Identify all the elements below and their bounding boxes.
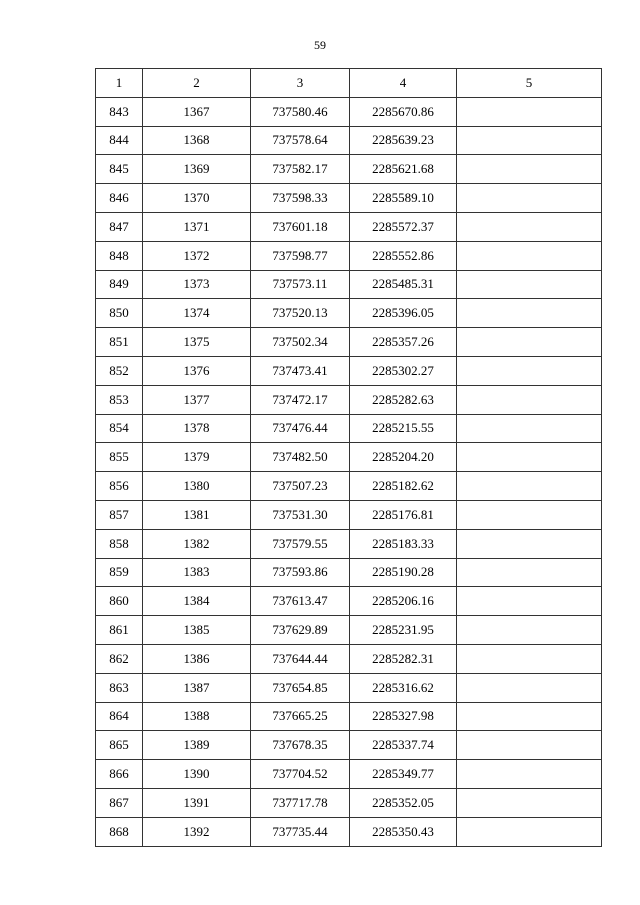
table-cell-col-5 bbox=[457, 328, 602, 357]
table-cell-col-2: 1382 bbox=[143, 529, 251, 558]
table-cell-col-1: 855 bbox=[96, 443, 143, 472]
table-cell-col-2: 1378 bbox=[143, 414, 251, 443]
table-cell-col-2: 1373 bbox=[143, 270, 251, 299]
table-cell-col-2: 1374 bbox=[143, 299, 251, 328]
table-cell-col-3: 737601.18 bbox=[251, 212, 350, 241]
table-cell-col-5 bbox=[457, 414, 602, 443]
table-cell-col-3: 737678.35 bbox=[251, 731, 350, 760]
table-cell-col-3: 737704.52 bbox=[251, 760, 350, 789]
table-cell-col-4: 2285231.95 bbox=[350, 616, 457, 645]
table-cell-col-2: 1383 bbox=[143, 558, 251, 587]
table-cell-col-5 bbox=[457, 270, 602, 299]
table-cell-col-5 bbox=[457, 760, 602, 789]
table-cell-col-5 bbox=[457, 97, 602, 126]
table-cell-col-3: 737654.85 bbox=[251, 673, 350, 702]
table-cell-col-4: 2285204.20 bbox=[350, 443, 457, 472]
column-header-2: 2 bbox=[143, 69, 251, 98]
table-cell-col-5 bbox=[457, 673, 602, 702]
table-row bbox=[96, 97, 602, 126]
table-row bbox=[96, 443, 602, 472]
table-cell-col-1: 853 bbox=[96, 385, 143, 414]
table-row bbox=[96, 126, 602, 155]
table-cell-col-5 bbox=[457, 126, 602, 155]
table-cell-col-1: 852 bbox=[96, 356, 143, 385]
table-row bbox=[96, 155, 602, 184]
table-cell-col-4: 2285357.26 bbox=[350, 328, 457, 357]
table-cell-col-3: 737476.44 bbox=[251, 414, 350, 443]
table-cell-col-2: 1381 bbox=[143, 500, 251, 529]
table-cell-col-3: 737520.13 bbox=[251, 299, 350, 328]
table-cell-col-1: 851 bbox=[96, 328, 143, 357]
table-cell-col-1: 857 bbox=[96, 500, 143, 529]
table-cell-col-2: 1368 bbox=[143, 126, 251, 155]
table-cell-col-2: 1385 bbox=[143, 616, 251, 645]
table-cell-col-2: 1386 bbox=[143, 644, 251, 673]
table-header-row bbox=[96, 69, 602, 98]
table-cell-col-2: 1380 bbox=[143, 472, 251, 501]
table-cell-col-2: 1392 bbox=[143, 817, 251, 846]
table-cell-col-4: 2285589.10 bbox=[350, 184, 457, 213]
table-cell-col-3: 737644.44 bbox=[251, 644, 350, 673]
table-row bbox=[96, 472, 602, 501]
table-row bbox=[96, 270, 602, 299]
column-header-4: 4 bbox=[350, 69, 457, 98]
column-header-5: 5 bbox=[457, 69, 602, 98]
table-row bbox=[96, 644, 602, 673]
table-cell-col-4: 2285639.23 bbox=[350, 126, 457, 155]
table-cell-col-2: 1387 bbox=[143, 673, 251, 702]
table-cell-col-5 bbox=[457, 356, 602, 385]
table-cell-col-4: 2285190.28 bbox=[350, 558, 457, 587]
table-cell-col-4: 2285621.68 bbox=[350, 155, 457, 184]
table-cell-col-5 bbox=[457, 385, 602, 414]
table-cell-col-2: 1389 bbox=[143, 731, 251, 760]
table-cell-col-1: 843 bbox=[96, 97, 143, 126]
page-number: 59 bbox=[314, 38, 326, 52]
table-cell-col-5 bbox=[457, 616, 602, 645]
table-cell-col-3: 737507.23 bbox=[251, 472, 350, 501]
table-cell-col-5 bbox=[457, 155, 602, 184]
table-cell-col-1: 854 bbox=[96, 414, 143, 443]
table-row bbox=[96, 385, 602, 414]
table-cell-col-5 bbox=[457, 184, 602, 213]
column-header-1: 1 bbox=[96, 69, 143, 98]
table-cell-col-1: 850 bbox=[96, 299, 143, 328]
table-row bbox=[96, 731, 602, 760]
table-cell-col-4: 2285552.86 bbox=[350, 241, 457, 270]
table-row bbox=[96, 702, 602, 731]
table-row bbox=[96, 760, 602, 789]
table-cell-col-2: 1377 bbox=[143, 385, 251, 414]
table-cell-col-3: 737613.47 bbox=[251, 587, 350, 616]
table-cell-col-4: 2285485.31 bbox=[350, 270, 457, 299]
table-cell-col-3: 737735.44 bbox=[251, 817, 350, 846]
table-cell-col-5 bbox=[457, 443, 602, 472]
table-row bbox=[96, 356, 602, 385]
table-cell-col-2: 1388 bbox=[143, 702, 251, 731]
table-cell-col-2: 1369 bbox=[143, 155, 251, 184]
table-cell-col-4: 2285327.98 bbox=[350, 702, 457, 731]
table-cell-col-1: 863 bbox=[96, 673, 143, 702]
table-cell-col-1: 867 bbox=[96, 788, 143, 817]
table-row bbox=[96, 241, 602, 270]
table-cell-col-3: 737598.77 bbox=[251, 241, 350, 270]
table-cell-col-3: 737578.64 bbox=[251, 126, 350, 155]
table-cell-col-4: 2285350.43 bbox=[350, 817, 457, 846]
table-cell-col-1: 844 bbox=[96, 126, 143, 155]
table-cell-col-4: 2285176.81 bbox=[350, 500, 457, 529]
table-row bbox=[96, 299, 602, 328]
table-cell-col-5 bbox=[457, 817, 602, 846]
table-row bbox=[96, 212, 602, 241]
table-cell-col-5 bbox=[457, 529, 602, 558]
table-cell-col-1: 856 bbox=[96, 472, 143, 501]
table-cell-col-5 bbox=[457, 702, 602, 731]
table-row bbox=[96, 500, 602, 529]
table-cell-col-2: 1367 bbox=[143, 97, 251, 126]
table-cell-col-5 bbox=[457, 788, 602, 817]
table-cell-col-2: 1391 bbox=[143, 788, 251, 817]
table-cell-col-1: 847 bbox=[96, 212, 143, 241]
table-cell-col-3: 737717.78 bbox=[251, 788, 350, 817]
table-cell-col-1: 858 bbox=[96, 529, 143, 558]
table-cell-col-3: 737482.50 bbox=[251, 443, 350, 472]
table-cell-col-3: 737593.86 bbox=[251, 558, 350, 587]
table-cell-col-4: 2285206.16 bbox=[350, 587, 457, 616]
table-row bbox=[96, 529, 602, 558]
table-cell-col-2: 1370 bbox=[143, 184, 251, 213]
table-cell-col-5 bbox=[457, 212, 602, 241]
table-cell-col-4: 2285183.33 bbox=[350, 529, 457, 558]
table-cell-col-1: 861 bbox=[96, 616, 143, 645]
table-cell-col-1: 846 bbox=[96, 184, 143, 213]
table-row bbox=[96, 673, 602, 702]
table-cell-col-1: 845 bbox=[96, 155, 143, 184]
table-cell-col-1: 868 bbox=[96, 817, 143, 846]
table-cell-col-1: 862 bbox=[96, 644, 143, 673]
table-cell-col-4: 2285282.31 bbox=[350, 644, 457, 673]
table-cell-col-1: 865 bbox=[96, 731, 143, 760]
table-row bbox=[96, 414, 602, 443]
table-cell-col-1: 859 bbox=[96, 558, 143, 587]
table-cell-col-1: 860 bbox=[96, 587, 143, 616]
table-row bbox=[96, 788, 602, 817]
column-header-3: 3 bbox=[251, 69, 350, 98]
table-row bbox=[96, 558, 602, 587]
table-cell-col-2: 1384 bbox=[143, 587, 251, 616]
table-cell-col-3: 737579.55 bbox=[251, 529, 350, 558]
table-cell-col-3: 737665.25 bbox=[251, 702, 350, 731]
table-cell-col-5 bbox=[457, 241, 602, 270]
table-cell-col-3: 737629.89 bbox=[251, 616, 350, 645]
table-cell-col-4: 2285215.55 bbox=[350, 414, 457, 443]
table-cell-col-3: 737598.33 bbox=[251, 184, 350, 213]
table-row bbox=[96, 587, 602, 616]
table-cell-col-2: 1371 bbox=[143, 212, 251, 241]
table-cell-col-5 bbox=[457, 472, 602, 501]
table-cell-col-3: 737472.17 bbox=[251, 385, 350, 414]
table-cell-col-5 bbox=[457, 299, 602, 328]
table-cell-col-4: 2285182.62 bbox=[350, 472, 457, 501]
table-cell-col-4: 2285337.74 bbox=[350, 731, 457, 760]
table-cell-col-2: 1379 bbox=[143, 443, 251, 472]
table-cell-col-2: 1376 bbox=[143, 356, 251, 385]
table-cell-col-1: 848 bbox=[96, 241, 143, 270]
table-cell-col-1: 866 bbox=[96, 760, 143, 789]
table-cell-col-4: 2285316.62 bbox=[350, 673, 457, 702]
table-cell-col-3: 737573.11 bbox=[251, 270, 350, 299]
table-cell-col-4: 2285352.05 bbox=[350, 788, 457, 817]
table-cell-col-1: 849 bbox=[96, 270, 143, 299]
table-cell-col-5 bbox=[457, 731, 602, 760]
table-cell-col-2: 1390 bbox=[143, 760, 251, 789]
table-row bbox=[96, 817, 602, 846]
table-row bbox=[96, 184, 602, 213]
table-cell-col-4: 2285282.63 bbox=[350, 385, 457, 414]
table-cell-col-2: 1375 bbox=[143, 328, 251, 357]
table-cell-col-5 bbox=[457, 500, 602, 529]
table-cell-col-3: 737473.41 bbox=[251, 356, 350, 385]
table-cell-col-4: 2285396.05 bbox=[350, 299, 457, 328]
coordinates-table bbox=[95, 68, 602, 847]
table-cell-col-4: 2285302.27 bbox=[350, 356, 457, 385]
table-cell-col-3: 737582.17 bbox=[251, 155, 350, 184]
table-cell-col-4: 2285572.37 bbox=[350, 212, 457, 241]
table-cell-col-4: 2285670.86 bbox=[350, 97, 457, 126]
table-cell-col-3: 737502.34 bbox=[251, 328, 350, 357]
table-cell-col-5 bbox=[457, 587, 602, 616]
table-cell-col-5 bbox=[457, 644, 602, 673]
table-row bbox=[96, 328, 602, 357]
table-cell-col-4: 2285349.77 bbox=[350, 760, 457, 789]
table-cell-col-2: 1372 bbox=[143, 241, 251, 270]
table-cell-col-1: 864 bbox=[96, 702, 143, 731]
table-cell-col-3: 737531.30 bbox=[251, 500, 350, 529]
table-cell-col-5 bbox=[457, 558, 602, 587]
table-row bbox=[96, 616, 602, 645]
table-cell-col-3: 737580.46 bbox=[251, 97, 350, 126]
